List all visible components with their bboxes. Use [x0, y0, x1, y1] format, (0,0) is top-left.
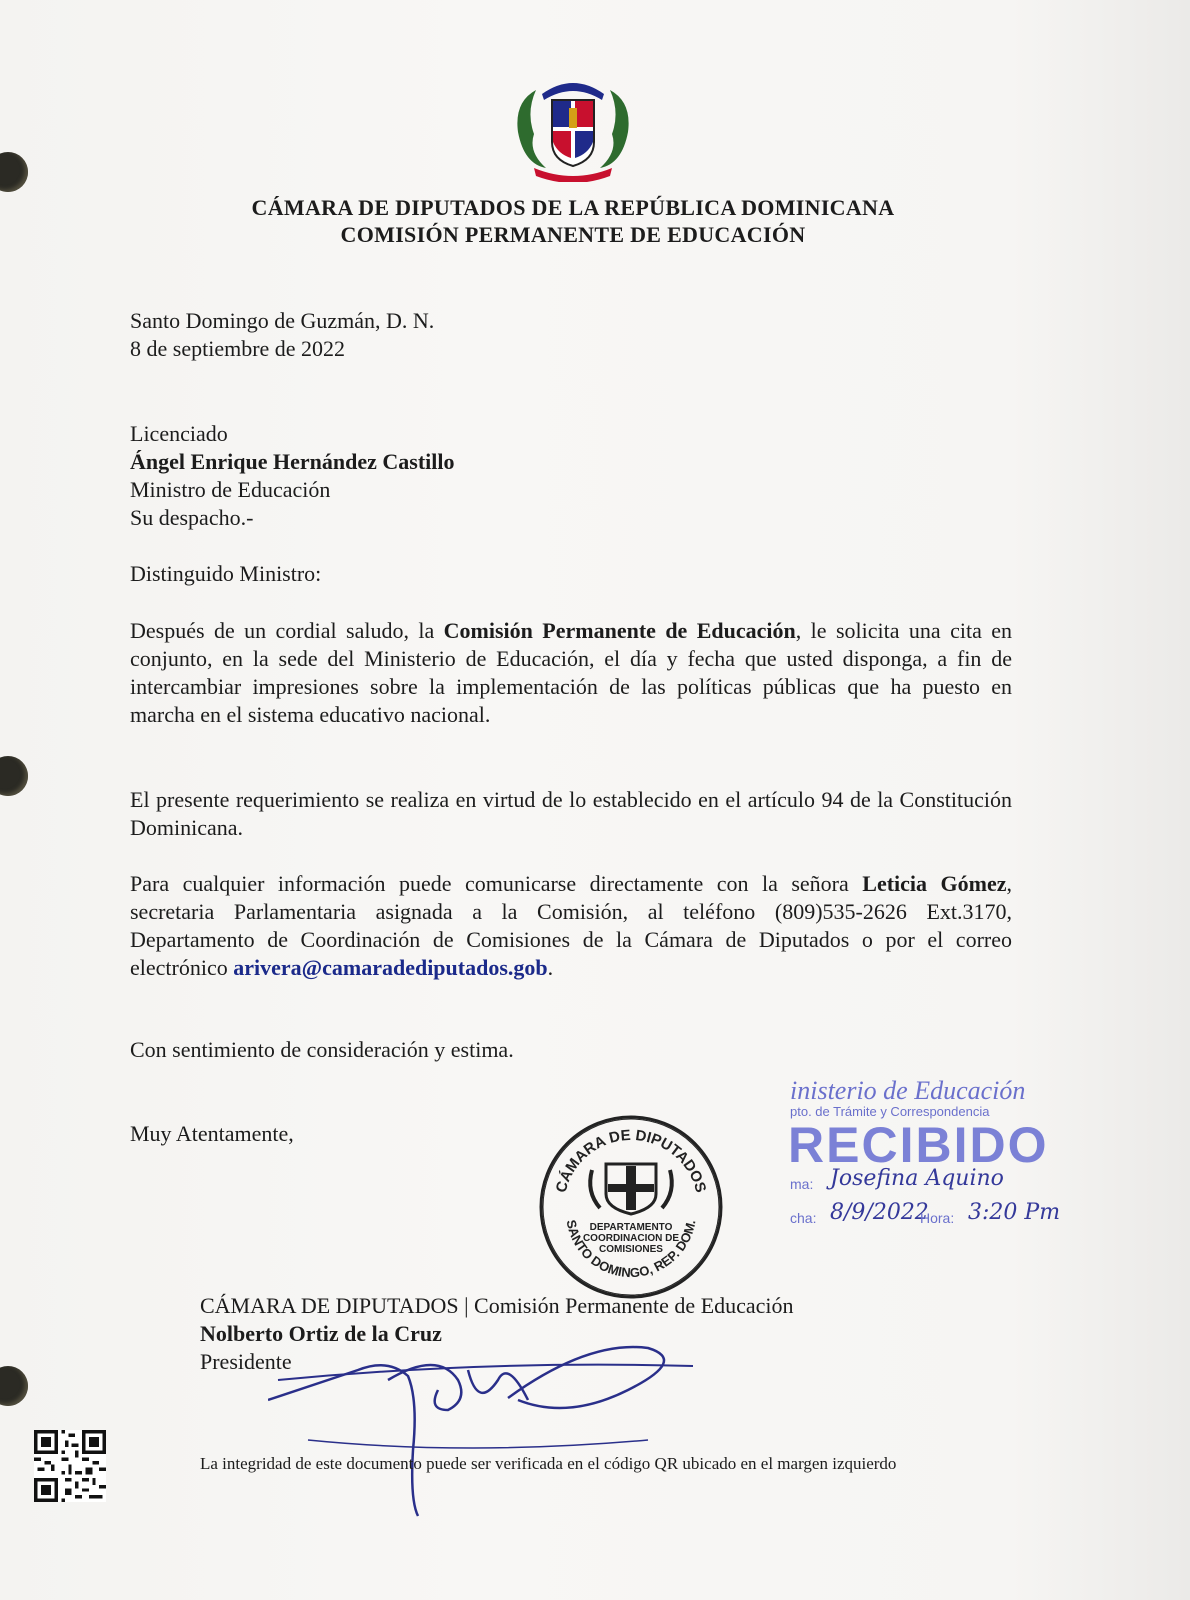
email-link[interactable]: arivera@camaradediputados.gob	[233, 955, 548, 980]
letterhead-line-1: CÁMARA DE DIPUTADOS DE LA REPÚBLICA DOMINICANA	[251, 195, 895, 220]
punch-hole	[0, 756, 28, 796]
body-paragraph-3	[130, 870, 1012, 982]
recipient-office: Su despacho.-	[130, 505, 254, 530]
seal-emblem-icon	[590, 1164, 672, 1214]
body-paragraph-2: El presente requerimiento se realiza en virtud de lo establecido en el artículo 94 de la Constitución Dominicana.	[130, 787, 1012, 840]
received-stamp	[790, 1072, 1120, 1232]
p3-text: Para cualquier información puede comunicarse directamente con la señora	[130, 871, 863, 896]
signature-org-line	[200, 1292, 794, 1320]
body-paragraph-1	[130, 617, 1012, 729]
body-paragraph-4: Con sentimiento de consideración y estima.	[130, 1037, 514, 1062]
stamp-fecha-label: cha:	[790, 1210, 817, 1226]
punch-hole	[0, 1366, 28, 1406]
seal-center-2: COORDINACION DE	[582, 1233, 680, 1244]
stamp-hora-value: 3:20 Pm	[968, 1200, 1061, 1225]
p3-text-end: .	[547, 955, 554, 980]
signer-role: Presidente	[200, 1349, 292, 1374]
stamp-received: RECIBIDO	[788, 1117, 1049, 1173]
signature-commission: Comisión Permanente de Educación	[474, 1293, 794, 1318]
stamp-firma-value: Josefina Aquino	[830, 1166, 1004, 1191]
stamp-ministry: inisterio de Educación	[790, 1076, 1026, 1105]
closing: Muy Atentamente,	[130, 1121, 294, 1146]
stamp-department: pto. de Trámite y Correspondencia	[790, 1104, 990, 1119]
p1-text: Después de un cordial saludo, la	[130, 618, 444, 643]
signature-separator: |	[464, 1293, 469, 1318]
stamp-firma-label: ma:	[790, 1176, 814, 1192]
letterhead-line-2: COMISIÓN PERMANENTE DE EDUCACIÓN	[340, 222, 806, 247]
recipient-title: Licenciado	[130, 421, 228, 446]
handwritten-signature	[268, 1340, 728, 1520]
p3-text-2: , secretaria Parlamentaria asignada a la Comisión, al teléfono (809)535-2626 Ext.3170, Departamento de Coordinación de Comisiones de la Cámara de Diputados o por el correo electrónico	[130, 871, 1012, 980]
place: Santo Domingo de Guzmán, D. N.	[130, 308, 435, 333]
signer-name: Nolberto Ortiz de la Cruz	[200, 1321, 442, 1346]
p1-text-2: , le solicita una cita en conjunto, en la sede del Ministerio de Educación, el día y fecha que usted disponga, a fin de intercambiar impresiones sobre la implementación de las políticas públicas que ha puesto en marcha en el sistema educativo nacional.	[130, 618, 1013, 727]
punch-hole	[0, 152, 28, 192]
salutation: Distinguido Ministro:	[130, 561, 322, 586]
seal-bottom-text: SANTO DOMINGO, REP. DOM.	[563, 1218, 699, 1281]
p1-commission: Comisión Permanente de Educación	[443, 618, 796, 643]
recipient-name: Ángel Enrique Hernández Castillo	[130, 449, 455, 474]
date: 8 de septiembre de 2022	[130, 336, 346, 361]
footer-note: La integridad de este documento puede ser verificada en el código QR ubicado en el margen izquierdo	[200, 1454, 897, 1473]
official-seal	[536, 1112, 726, 1302]
qr-code-icon[interactable]	[34, 1430, 106, 1502]
coat-of-arms-icon	[512, 72, 634, 182]
seal-center-3: COMISIONES	[599, 1244, 663, 1255]
stamp-hora-label: Hora:	[920, 1210, 955, 1226]
signature-org: CÁMARA DE DIPUTADOS	[200, 1293, 459, 1318]
stamp-fecha-value: 8/9/2022	[830, 1200, 929, 1225]
seal-center-1: DEPARTAMENTO	[589, 1222, 673, 1233]
p3-contact-name: Leticia Gómez	[862, 871, 1007, 896]
seal-top-text: CÁMARA DE DIPUTADOS	[552, 1126, 710, 1195]
recipient-position: Ministro de Educación	[130, 477, 331, 502]
